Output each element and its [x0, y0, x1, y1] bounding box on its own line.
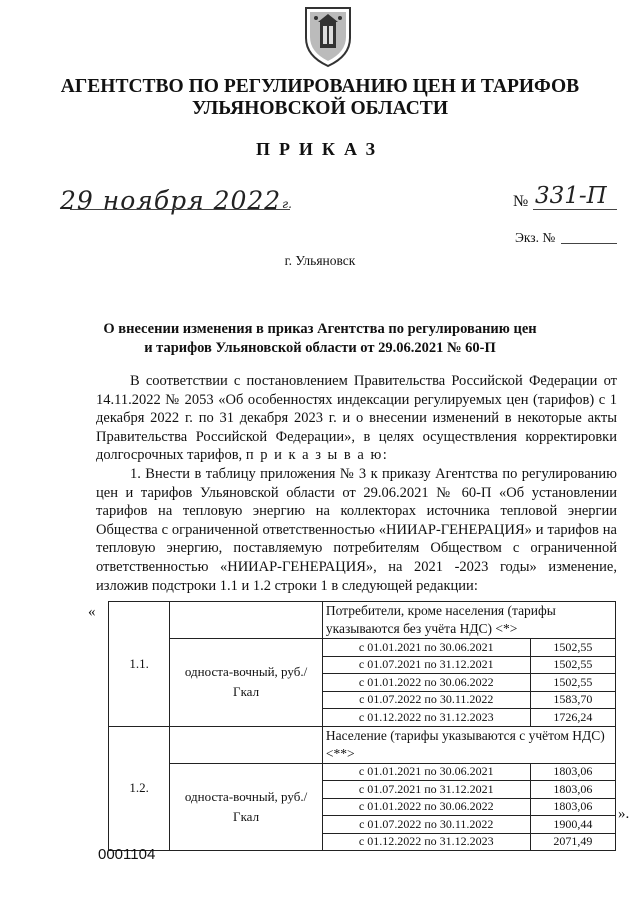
period-cell: с 01.07.2022 по 30.11.2022	[322, 691, 530, 709]
open-quote: «	[88, 604, 96, 620]
value-cell: 1502,55	[530, 639, 615, 657]
agency-name-line1: АГЕНТСТВО ПО РЕГУЛИРОВАНИЮ ЦЕН И ТАРИФОВ	[60, 76, 580, 97]
subject-line1: О внесении изменения в приказ Агентства по регулированию цен	[103, 321, 537, 337]
period-cell: с 01.07.2021 по 31.12.2021	[322, 781, 530, 799]
copy-number-label: Экз. №	[515, 230, 556, 245]
empty-cell	[170, 726, 323, 763]
value-cell: 1803,06	[530, 798, 615, 816]
document-code: 0001104	[98, 846, 156, 863]
document-type: ПРИКАЗ	[255, 139, 385, 159]
handwritten-date: 29 ноября 2022	[60, 186, 282, 215]
value-cell: 1726,24	[530, 709, 615, 727]
unit-cell: односта-вочный, руб./Гкал	[170, 763, 323, 851]
subject-line2: и тарифов Ульяновской области от 29.06.2021 № 60-П	[144, 340, 496, 356]
period-cell: с 01.07.2021 по 31.12.2021	[322, 656, 530, 674]
value-cell: 1502,55	[530, 656, 615, 674]
coat-of-arms-icon	[300, 4, 356, 68]
section-title: Население (тарифы указываются с учётом НДС) <**>	[322, 726, 615, 763]
table-row	[109, 602, 616, 639]
close-quote: ».	[618, 806, 630, 822]
table-row	[109, 763, 616, 781]
period-cell: с 01.01.2021 по 30.06.2021	[322, 763, 530, 781]
period-cell: с 01.01.2022 по 30.06.2022	[322, 798, 530, 816]
value-cell: 1803,06	[530, 781, 615, 799]
agency-name-line2: УЛЬЯНОВСКОЙ ОБЛАСТИ	[192, 98, 448, 119]
date-underline	[70, 209, 290, 210]
date-suffix: г.	[282, 197, 292, 211]
tariff-table	[108, 601, 616, 851]
para1-text: В соответствии с постановлением Правительства Российской Федерации от 14.11.2022 № 2053 «Об особенностях индексации регулируемых цен (тарифов) с 1 декабря 2022 г. по 31 декабря 2023 г. и о внесении изменений в некоторые акты Правительства Российской Федерации», в целях осуществления корректировки долгосрочных тарифов,	[96, 373, 617, 464]
value-cell: 2071,49	[530, 833, 615, 851]
empty-cell	[170, 602, 323, 639]
handwritten-number: 331-П	[535, 183, 607, 209]
period-cell: с 01.12.2022 по 31.12.2023	[322, 833, 530, 851]
value-cell: 1583,70	[530, 691, 615, 709]
period-cell: с 01.12.2022 по 31.12.2023	[322, 709, 530, 727]
table-row	[109, 639, 616, 657]
unit-cell: односта-вочный, руб./Гкал	[170, 639, 323, 727]
order-subject	[90, 320, 550, 358]
body-paragraph-2: 1. Внести в таблицу приложения № 3 к приказу Агентства по регулированию цен и тарифов Ульяновской области от 29.06.2021 № 60-П «Об установлении тарифов на тепловую энергию на коллекторах источника тепловой энергии Общества с ограниченной ответственностью «НИИАР-ГЕНЕРАЦИЯ» и тарифов на тепловую энергию, поставляемую потребителям Обществом с ограниченной ответственностью «НИИАР-ГЕНЕРАЦИЯ», на 2021 -2023 годы» изменение, изложив подстроки 1.1 и 1.2 строки 1 в следующей редакции:	[96, 466, 617, 594]
number-underline	[533, 209, 617, 210]
number-label: №	[513, 193, 529, 210]
copy-number-line	[561, 243, 617, 244]
period-cell: с 01.07.2022 по 30.11.2022	[322, 816, 530, 834]
period-cell: с 01.01.2022 по 30.06.2022	[322, 674, 530, 692]
body-paragraph-1	[96, 372, 617, 465]
table-row	[109, 726, 616, 763]
city: г. Ульяновск	[284, 253, 356, 268]
period-cell: с 01.01.2021 по 30.06.2021	[322, 639, 530, 657]
section-number: 1.2.	[109, 726, 170, 851]
value-cell: 1502,55	[530, 674, 615, 692]
value-cell: 1900,44	[530, 816, 615, 834]
value-cell: 1803,06	[530, 763, 615, 781]
section-title: Потребители, кроме населения (тарифы указываются без учёта НДС) <*>	[322, 602, 615, 639]
section-number: 1.1.	[109, 602, 170, 727]
order-verb: п р и к а з ы в а ю:	[245, 447, 389, 464]
